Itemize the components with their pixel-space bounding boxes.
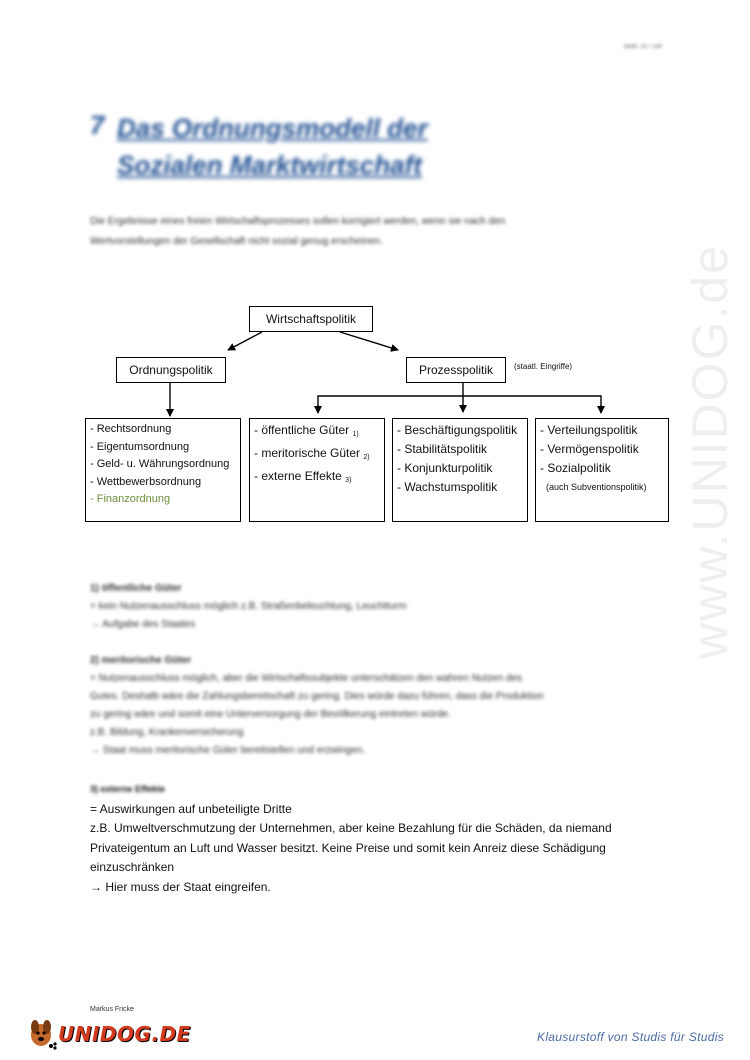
footer-tagline: Klausurstoff von Studis für Studis bbox=[537, 1030, 724, 1044]
footnote-2 bbox=[90, 652, 670, 760]
node-wirtschaftspolitik: Wirtschaftspolitik bbox=[249, 306, 373, 332]
page-number: Seite: 25 / 144 bbox=[623, 44, 662, 50]
box4-note: (auch Subventionspolitik) bbox=[546, 482, 647, 492]
box-gueter-items bbox=[249, 418, 385, 522]
author-name: Markus Fricke bbox=[90, 1006, 134, 1013]
box2-item: - externe Effekte $_{3)}$ bbox=[254, 469, 352, 484]
box1-item: - Eigentumsordnung bbox=[90, 440, 190, 453]
box2-item: - meritorische Güter $_{2)}$ bbox=[254, 446, 370, 461]
box4-item: - Sozialpolitik bbox=[540, 461, 611, 475]
intro-line-2: Wertvorstellungen der Gesellschaft nicht sozial genug erscheinen. bbox=[90, 236, 383, 247]
footnote-1-line: → Aufgabe des Staates bbox=[90, 619, 196, 630]
node-prozesspolitik: Prozesspolitik bbox=[406, 357, 506, 383]
footnote-3-line: → Hier muss der Staat eingreifen. bbox=[90, 879, 271, 894]
box1-item: - Finanzordnung bbox=[90, 493, 171, 505]
footnote-2-heading: 2) meritorische Güter bbox=[90, 655, 192, 666]
footnote-2-line: → Staat muss meritorische Güter bereitstellen und erzwingen. bbox=[90, 745, 366, 756]
footnote-1-line: = kein Nutzenausschluss möglich z.B. Straßenbeleuchtung, Leuchtturm bbox=[90, 601, 407, 612]
footnote-2-line: zu gering wäre und somit eine Unterversorgung der Bevölkerung eintreten würde. bbox=[90, 709, 451, 720]
footnote-1 bbox=[90, 580, 670, 634]
node-ordnungspolitik: Ordnungspolitik bbox=[116, 357, 226, 383]
footnote-2-line: = Nutzenausschluss möglich, aber die Wirtschaftssubjekte unterschätzen den wahren Nutzen des bbox=[90, 673, 523, 684]
box-ordnungspolitik-items bbox=[85, 418, 241, 522]
box1-item: - Wettbewerbsordnung bbox=[90, 475, 202, 488]
footnote-3-heading: 3) externe Effekte bbox=[90, 784, 166, 794]
arrow-root-to-prozess bbox=[340, 332, 398, 350]
box3-item: - Stabilitätspolitik bbox=[397, 442, 488, 456]
footnote-3-line: z.B. Umweltverschmutzung der Unternehmen, aber keine Bezahlung für die Schäden, da niemand bbox=[90, 821, 612, 835]
box-stabilitaet-items bbox=[392, 418, 528, 522]
footnote-2-line: z.B. Bildung, Krankenversicherung bbox=[90, 727, 244, 738]
chapter-title-line-1: Das Ordnungsmodell der bbox=[117, 113, 428, 143]
intro-line-1: Die Ergebnisse eines freien Wirtschaftsprozesses sollen korrigiert werden, wenn sie nach den bbox=[90, 216, 506, 227]
box4-item: - Vermögenspolitik bbox=[540, 442, 639, 456]
footnote-3-line: = Auswirkungen auf unbeteiligte Dritte bbox=[90, 801, 292, 816]
logo-text: UNIDOG.DE bbox=[58, 1022, 191, 1046]
prozess-bracket bbox=[318, 396, 601, 412]
box3-item: - Wachstumspolitik bbox=[397, 480, 498, 494]
box2-item: - öffentliche Güter $_{1)}$ bbox=[254, 423, 359, 438]
box4-item: - Verteilungspolitik bbox=[540, 423, 638, 437]
chapter-number: 7 bbox=[90, 110, 105, 140]
prozess-note: (staatl. Eingriffe) bbox=[514, 362, 573, 371]
chapter-title-line-2: Sozialen Marktwirtschaft bbox=[117, 150, 422, 180]
footnote-3-line: Privateigentum an Luft und Wasser besitzt. Keine Preise und somit kein Anreiz diese Schädigung bbox=[90, 840, 606, 855]
side-watermark: www.UNIDOG.de bbox=[682, 244, 738, 659]
arrow-root-to-ordnung bbox=[228, 332, 262, 350]
box-verteilung-items bbox=[535, 418, 669, 522]
footnote-3 bbox=[90, 780, 690, 897]
footnote-3-line: einzuschränken bbox=[90, 860, 175, 874]
box1-item: - Rechtsordnung bbox=[90, 423, 172, 435]
box3-item: - Beschäftigungspolitik bbox=[397, 423, 518, 437]
footnote-1-heading: 1) öffentliche Güter bbox=[90, 583, 182, 594]
box1-item: - Geld- u. Währungsordnung bbox=[90, 458, 230, 470]
box3-item: - Konjunkturpolitik bbox=[397, 461, 493, 475]
footnote-2-line: Gutes. Deshalb wäre die Zahlungsbereitschaft zu gering. Dies würde dazu führen, dass die Produktion bbox=[90, 691, 544, 702]
